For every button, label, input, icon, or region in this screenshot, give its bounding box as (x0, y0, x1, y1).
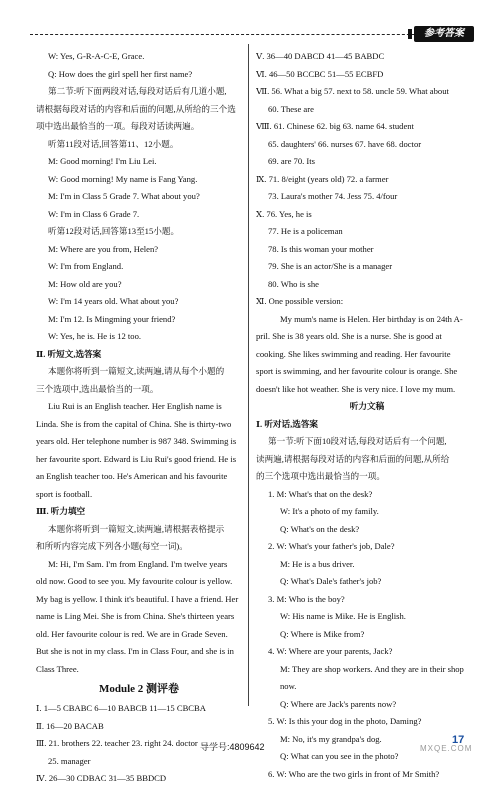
text-line: 听第11段对话,回答第11、12小题。 (48, 138, 179, 149)
text-line: old. Her favourite colour is red. We are in Grade Seven. (36, 628, 228, 639)
text-line: 80. Who is she (268, 278, 319, 289)
left-column (36, 48, 242, 788)
text-line: 60. These are (268, 103, 314, 114)
text-line: 第二节:听下面两段对话,每段对话后有几道小题, (48, 86, 227, 96)
text-line: Q: Where are Jack's parents now? (280, 698, 397, 709)
right-column-answers (256, 48, 478, 398)
text-line: W: Yes, he is. He is 12 too. (48, 331, 142, 341)
text-line: Ⅹ. 76. Yes, he is (256, 208, 312, 219)
text-line: 和所听内容完成下列各小题(每空一词)。 (36, 541, 188, 551)
listening-transcript (256, 416, 478, 784)
text-line: Q: How does the girl spell her first name? (48, 68, 193, 79)
text-line: Ⅳ. 26—30 CDBAC 31—35 BBDCD (36, 773, 167, 783)
text-line: pril. She is 38 years old. She is a nurse. She is good at (256, 331, 442, 341)
text-line: M: No, it's my grandpa's dog. (280, 733, 382, 744)
text-line: 的三个选项中选出最恰当的一项。 (256, 471, 385, 481)
text-line: My mum's name is Helen. Her birthday is on 24th A- (280, 313, 463, 324)
text-line: Ⅷ. 61. Chinese 62. big 63. name 64. student (256, 121, 414, 131)
text-line: W: Yes, G-R-A-C-E, Grace. (48, 51, 145, 61)
text-line: name is Ling Mei. She is from China. She's thirteen years (36, 611, 235, 621)
left-column-text (36, 48, 242, 678)
text-line: 5. W: Is this your dog in the photo, Daming? (268, 716, 422, 726)
header-rule (30, 34, 430, 35)
text-line: 本题你将听到一篇短文,读两遍,请从每个小题的 (48, 366, 225, 376)
module-title: Module 2 测评卷 (98, 683, 180, 695)
text-line: Class Three. (36, 663, 79, 674)
text-line: Q: What's on the desk? (280, 523, 360, 534)
column-divider (248, 44, 249, 706)
text-line: My bag is yellow. I think it's beautiful. I have a friend. Her (36, 593, 239, 604)
text-line: M: Hi, I'm Sam. I'm from England. I'm twelve years (48, 558, 228, 569)
text-line: 1. M: What's that on the desk? (268, 488, 373, 499)
text-line: 请根据每段对话的内容和后面的问题,从所给的三个选 (36, 103, 236, 114)
text-line: Ⅵ. 46—50 BCCBC 51—55 ECBFD (256, 68, 384, 79)
text-line: sport is swimming, and her favourite colour is orange. She (256, 366, 458, 376)
text-line: W: I'm 14 years old. What about you? (48, 296, 179, 306)
text-line: Ⅴ. 36—40 DABCD 41—45 BABDC (256, 51, 385, 61)
text-line: Ⅺ. One possible version: (256, 296, 344, 306)
text-line: Linda. She is from the capital of China. She is thirty-two (36, 418, 232, 429)
text-line: 2. W: What's your father's job, Dale? (268, 541, 395, 551)
text-line: 项中选出最恰当的一项。每段对话读两遍。 (36, 121, 200, 131)
text-line: W: Good morning! My name is Fang Yang. (48, 173, 198, 184)
text-line: 77. He is a policeman (268, 226, 343, 236)
text-line: 本题你将听到一篇短文,读两遍,请根据表格提示 (48, 523, 225, 534)
text-line: years old. Her telephone number is 987 348. Swimming is (36, 436, 237, 446)
text-line: Ⅶ. 56. What a big 57. next to 58. uncle 59. What about (256, 86, 449, 96)
text-line: Ⅰ. 1—5 CBABC 6—10 BABCB 11—15 CBCBA (36, 703, 206, 713)
text-line: 读两遍,请根据每段对话的内容和后面的问题,从所给 (256, 453, 450, 464)
text-line: Q: What's Dale's father's job? (280, 576, 382, 586)
text-line: an English teacher too. He's American and his favourite (36, 471, 228, 481)
text-line: 65. daughters' 66. nurses 67. have 68. doctor (268, 138, 422, 149)
text-line: 25. manager (48, 755, 91, 766)
page-number: 17 (452, 734, 465, 746)
text-line: cooking. She likes swimming and reading. Her favourite (256, 348, 451, 359)
text-line: doesn't like hot weather. She is very nice. I love my mum. (256, 383, 456, 394)
listening-transcript-title: 听力文稿 (349, 401, 385, 411)
text-line: M: Good morning! I'm Liu Lei. (48, 156, 157, 166)
text-line: Q: What can you see in the photo? (280, 751, 399, 761)
watermark: MXQE.COM (420, 744, 473, 753)
text-line: M: I'm 12. Is Mingming your friend? (48, 313, 176, 324)
text-line: Ⅲ. 听力填空 (36, 506, 86, 516)
text-line: But she is not in my class. I'm in Class Four, and she is in (36, 646, 234, 656)
text-line: Ⅲ. 21. brothers 22. teacher 23. right 24. doctor (36, 738, 198, 748)
guide-number: 导学号:4809642 (200, 742, 265, 752)
text-line: Ⅰ. 听对话,选答案 (256, 418, 319, 429)
text-line: M: I'm in Class 5 Grade 7. What about you? (48, 191, 200, 201)
text-line: M: He is a bus driver. (280, 558, 355, 569)
text-line: M: How old are you? (48, 278, 122, 289)
text-line: W: His name is Mike. He is English. (280, 611, 406, 621)
text-line: Ⅱ. 听短文,选答案 (36, 348, 102, 359)
text-line: now. (280, 681, 297, 691)
answer-key-badge: 参考答案 (414, 26, 474, 42)
text-line: Ⅱ. 16—20 BACAB (36, 720, 104, 731)
text-line: Q: Where is Mike from? (280, 628, 365, 639)
text-line: 第一节:听下面10段对话,每段对话后有一个问题, (268, 436, 447, 446)
text-line: 听第12段对话,回答第13至15小题。 (48, 226, 180, 236)
text-line: Ⅸ. 71. 8/eight (years old) 72. a farmer (256, 173, 389, 184)
text-line: 6. W: Who are the two girls in front of Mr Smith? (268, 768, 440, 779)
text-line: 69. are 70. Its (268, 156, 316, 166)
text-line: 79. She is an actor/She is a manager (268, 261, 393, 271)
text-line: M: They are shop workers. And they are in their shop (280, 663, 464, 674)
text-line: 78. Is this woman your mother (268, 243, 374, 254)
text-line: her favourite sport. Edward is Liu Rui's good friend. He is (36, 453, 237, 464)
text-line: Liu Rui is an English teacher. Her English name is (48, 401, 222, 411)
text-line: 73. Laura's mother 74. Jess 75. 4/four (268, 191, 398, 201)
right-column (256, 48, 478, 783)
text-line: W: I'm in Class 6 Grade 7. (48, 208, 140, 219)
text-line: 4. W: Where are your parents, Jack? (268, 646, 393, 656)
text-line: 三个选项中,选出最恰当的一项。 (36, 383, 159, 394)
text-line: old now. Good to see you. My favourite colour is yellow. (36, 576, 233, 586)
text-line: sport is football. (36, 488, 93, 499)
text-line: M: Where are you from, Helen? (48, 243, 159, 254)
text-line: W: I'm from England. (48, 261, 124, 271)
text-line: W: It's a photo of my family. (280, 506, 379, 516)
text-line: 3. M: Who is the boy? (268, 593, 345, 604)
